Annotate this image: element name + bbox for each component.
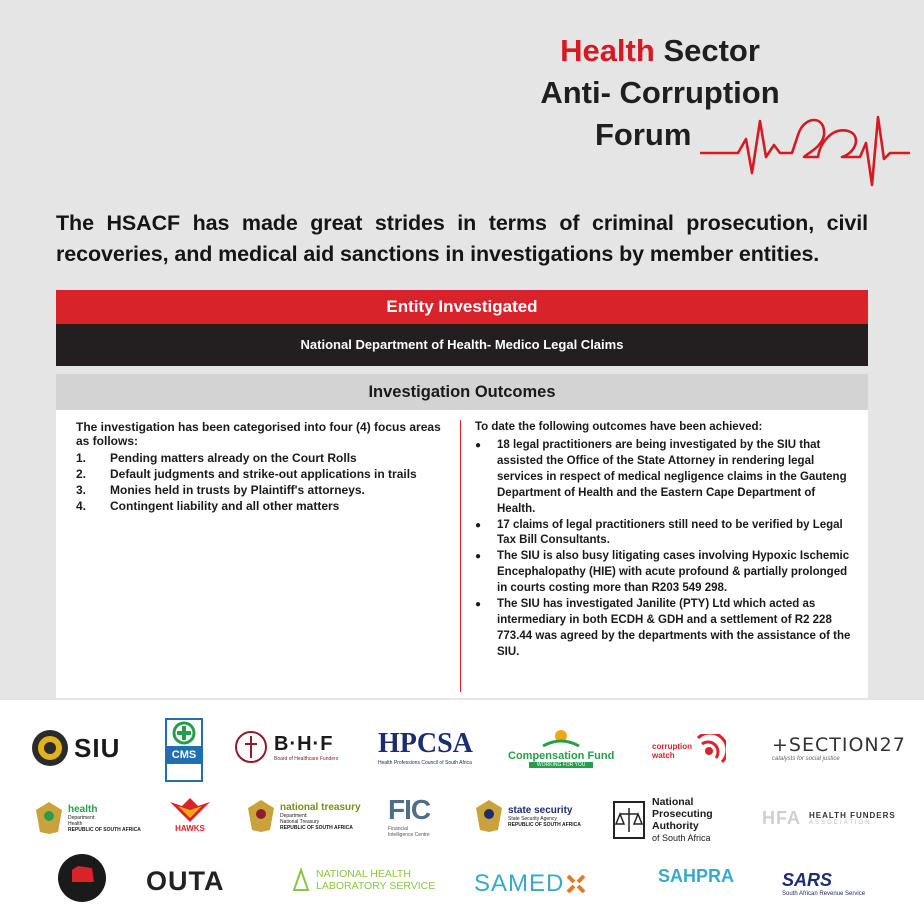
cms-text: CMS: [167, 746, 201, 764]
results-list: [475, 438, 855, 661]
title-word-red: Health: [560, 33, 655, 68]
sars-text: SARS: [782, 870, 833, 890]
list-number: 3.: [76, 483, 87, 497]
raised-fist-icon: [56, 852, 108, 904]
hfa-mark: HFA: [762, 808, 801, 828]
samed-logo: [474, 870, 588, 898]
list-text: Default judgments and strike-out applications in trails: [110, 467, 417, 481]
list-text: The SIU has investigated Janilite (PTY) Ltd which acted as intermediary in both ECDH & GDH and a settlement of R2 228 773.44 was agreed by the departments with the assistance of the SIU.: [497, 598, 851, 658]
list-text: Pending matters already on the Court Rolls: [110, 451, 357, 465]
bullet-icon: ●: [475, 440, 482, 451]
siu-logo: [30, 728, 120, 768]
list-item: [76, 482, 446, 498]
fic-subtext-2: Intelligence Centre: [388, 832, 430, 838]
list-number: 2.: [76, 467, 87, 481]
sars-logo: [782, 870, 865, 897]
hpcsa-subtext: Health Professions Council of South Africa: [378, 760, 472, 766]
nhls-logo: [290, 868, 435, 892]
samed-arrows-icon: [564, 872, 588, 896]
fic-text: FIC: [388, 794, 431, 825]
entity-name: National Department of Health- Medico Legal Claims: [56, 324, 868, 366]
hfa-subtext: ASSOCIATION: [809, 820, 872, 826]
member-logos: [0, 700, 924, 924]
section27-logo: [772, 734, 906, 762]
list-item: [475, 549, 855, 597]
title-line-2: Anti- Corruption: [540, 75, 780, 110]
hfa-logo: [762, 808, 896, 829]
state-security-text: state security: [508, 804, 573, 816]
outa-text: OUTA: [146, 866, 225, 896]
coat-of-arms-icon: [34, 800, 64, 836]
state-security-subtext-1: State Security Agency: [508, 815, 557, 822]
list-item: [475, 518, 855, 550]
hpcsa-text: HPCSA: [378, 728, 473, 759]
npa-text-1: National: [652, 796, 694, 808]
health-logo: [34, 800, 141, 836]
sahpra-logo: [658, 866, 734, 887]
bhf-subtext: Board of Healthcare Funders: [274, 755, 339, 762]
compensation-fund-logo: [508, 728, 614, 768]
siu-seal-icon: [30, 728, 70, 768]
fic-subtext-1: Financial: [388, 826, 409, 832]
samed-text: SAMED: [474, 870, 565, 897]
npa-text-2: Prosecuting: [652, 808, 713, 820]
nhls-leaf-icon: [290, 868, 312, 892]
health-text: health: [68, 803, 98, 815]
sahpra-text: SAHPRA: [658, 866, 735, 886]
bullet-icon: ●: [475, 599, 482, 611]
hpcsa-logo: [378, 728, 473, 766]
bhf-text: B·H·F: [274, 732, 334, 755]
bullet-icon: ●: [475, 551, 482, 563]
treasury-subtext-2: National Treasury: [280, 818, 320, 825]
bhf-logo: [234, 730, 338, 764]
corruption-watch-text: corruption watch: [652, 742, 692, 760]
title-line-1: [480, 30, 840, 72]
list-text: 18 legal practitioners are being investigated by the SIU that assisted the Office of the State Attorney in rendering legal services in respect of medical negligence claims in the Gauteng Department of Health and the Eastern Cape Department of Health.: [497, 439, 847, 515]
nhls-text-1: NATIONAL HEALTH: [316, 868, 411, 880]
health-subtext-2: Health: [68, 820, 83, 827]
focus-areas-column: [76, 420, 446, 514]
coat-of-arms-icon: [246, 798, 276, 834]
cms-emblem-icon: [170, 720, 198, 746]
list-item: [76, 450, 446, 466]
hawks-logo: [166, 796, 214, 833]
column-divider: [460, 420, 461, 692]
intro-statement: The HSACF has made great strides in terms of criminal prosecution, civil recoveries, and medical aid sanctions in investigations by member entities.: [56, 211, 868, 266]
compensation-fund-text: Compensation Fund: [508, 750, 615, 762]
corruption-watch-logo: [652, 734, 726, 768]
signal-icon: [692, 734, 726, 768]
title-line-3: Forum: [595, 117, 692, 152]
cms-logo: [165, 718, 203, 782]
fic-logo: [388, 794, 430, 838]
hawk-icon: [166, 796, 214, 824]
list-text: 17 claims of legal practitioners still need to be verified by Legal Tax Bill Consultants.: [497, 518, 843, 547]
outa-logo: [146, 866, 225, 897]
siu-text: SIU: [74, 732, 121, 763]
state-security-logo: [474, 798, 581, 834]
focus-areas-lead: The investigation has been categorised into four (4) focus areas as follows:: [76, 420, 441, 448]
entity-heading: Entity Investigated: [56, 290, 868, 324]
list-item: [475, 597, 855, 661]
title-word-rest: Sector: [663, 33, 760, 68]
outcomes-heading: Investigation Outcomes: [56, 374, 868, 410]
health-subtext-3: REPUBLIC OF SOUTH AFRICA: [68, 826, 141, 833]
bhf-emblem-icon: [234, 730, 268, 764]
list-text: Contingent liability and all other matters: [110, 499, 340, 513]
heartbeat-icon: [700, 95, 910, 195]
section27-subtext: catalysts for social justice: [772, 756, 840, 762]
nhls-text-2: LABORATORY SERVICE: [316, 880, 436, 892]
coat-of-arms-icon: [474, 798, 504, 834]
hfa-text: HEALTH FUNDERS: [809, 811, 896, 820]
list-item: [76, 498, 446, 514]
state-security-subtext-2: REPUBLIC OF SOUTH AFRICA: [508, 821, 581, 828]
treasury-subtext-1: Department:: [280, 812, 308, 819]
npa-text-3: Authority: [652, 820, 699, 832]
health-subtext-1: Department:: [68, 814, 96, 821]
list-item: [475, 438, 855, 518]
list-item: [76, 466, 446, 482]
list-text: The SIU is also busy litigating cases involving Hypoxic Ischemic Encephalopathy (HIE) with acute profound & partially prolonged in courts costing more than R203 549 298.: [497, 550, 850, 595]
treasury-subtext-3: REPUBLIC OF SOUTH AFRICA: [280, 824, 353, 831]
hawks-text: HAWKS: [175, 824, 205, 833]
treasury-text: national treasury: [280, 801, 361, 813]
results-column: [475, 420, 855, 661]
focus-areas-list: [76, 450, 446, 514]
scales-of-justice-icon: [612, 800, 646, 840]
sars-subtext: South African Revenue Service: [782, 891, 866, 897]
national-treasury-logo: [246, 798, 361, 834]
npa-logo: [612, 796, 713, 844]
list-number: 4.: [76, 499, 87, 513]
list-number: 1.: [76, 451, 87, 465]
compensation-fund-subtext: WORKING FOR YOU: [529, 762, 594, 768]
hands-icon: [541, 728, 581, 750]
fist-logo: [56, 852, 108, 904]
section27-text: +SECTION27: [772, 734, 906, 756]
results-lead: To date the following outcomes have been achieved:: [475, 421, 763, 433]
npa-text-4: of South Africa: [652, 833, 711, 843]
list-text: Monies held in trusts by Plaintiff's attorneys.: [110, 483, 365, 497]
bullet-icon: ●: [475, 519, 482, 531]
